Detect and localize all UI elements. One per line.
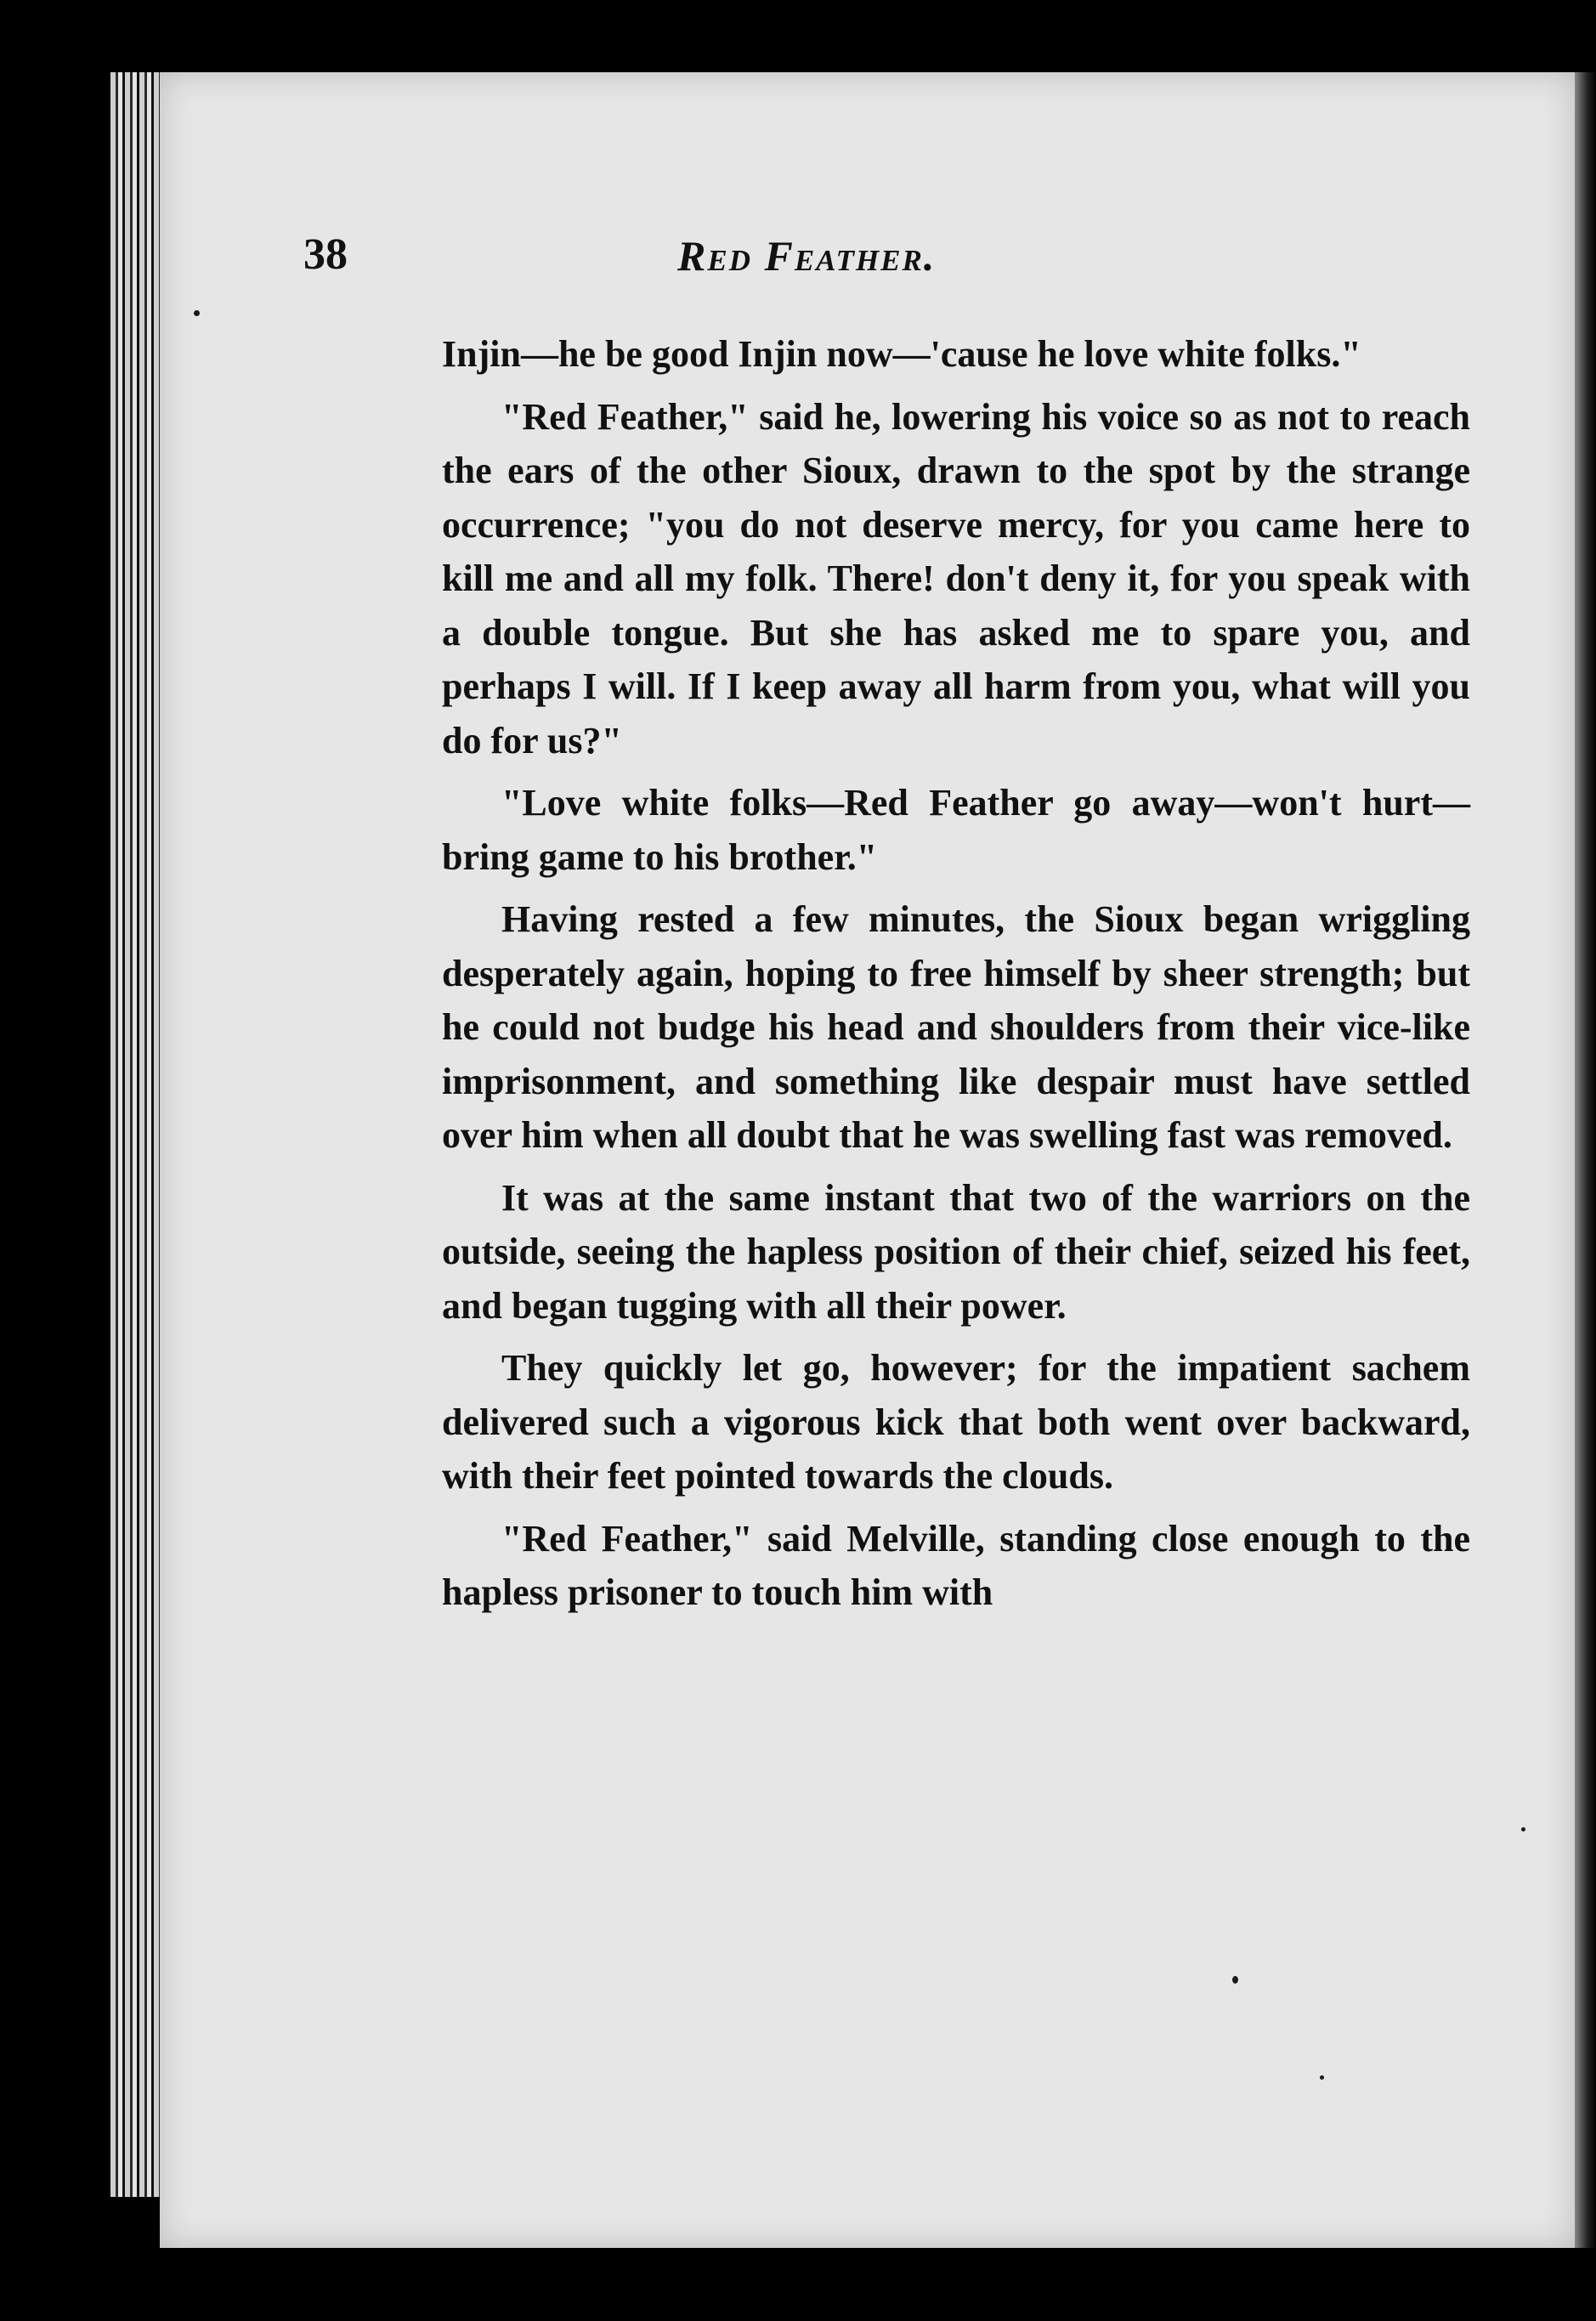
paragraph-4: Having rested a few minutes, the Sioux began wriggling desperately again, hoping to free himself by sheer strength; but he could not budge his head and shoulders from their vice-like imprisonment, and something like despair must have settled over him when all doubt that he was swelling fast was removed. xyxy=(442,898,1470,1156)
paragraph-7: "Red Feather," said Melville, standing close enough to the hapless prisoner to touch him with xyxy=(442,1517,1470,1613)
paragraph-6: They quickly let go, however; for the impatient sachem delivered such a vigorous kick that both went over backward, with their feet pointed towards the clouds. xyxy=(442,1347,1470,1497)
ink-speck xyxy=(1521,1827,1525,1831)
paragraph-1: Injin—he be good Injin now—'cause he love white folks." xyxy=(442,333,1361,375)
ink-speck xyxy=(1232,1976,1238,1984)
paragraph-5: It was at the same instant that two of the warriors on the outside, seeing the hapless position of their chief, seized his feet, and began tugging with all their power. xyxy=(442,1176,1470,1327)
ink-speck xyxy=(194,310,200,316)
paragraph-3: "Love white folks—Red Feather go away—won't hurt—bring game to his brother." xyxy=(442,782,1470,878)
ink-speck xyxy=(1320,2075,1324,2080)
paragraph-2: "Red Feather," said he, lowering his voice so as not to reach the ears of the other Sioux, drawn to the spot by the strange occurrence; "you do not deserve mercy, for you came here to kill me and all my folk. There! don't deny it, for you speak with a double tongue. But she has asked me to spare you, and perhaps I will. If I keep away all harm from you, what will you do for us?" xyxy=(442,395,1470,761)
page-number: 38 xyxy=(303,230,348,279)
running-title: Red Feather. xyxy=(677,232,937,280)
book-gutter-shadow xyxy=(1575,72,1596,2248)
book-page-edges xyxy=(110,72,161,2197)
body-text xyxy=(442,327,1470,1620)
